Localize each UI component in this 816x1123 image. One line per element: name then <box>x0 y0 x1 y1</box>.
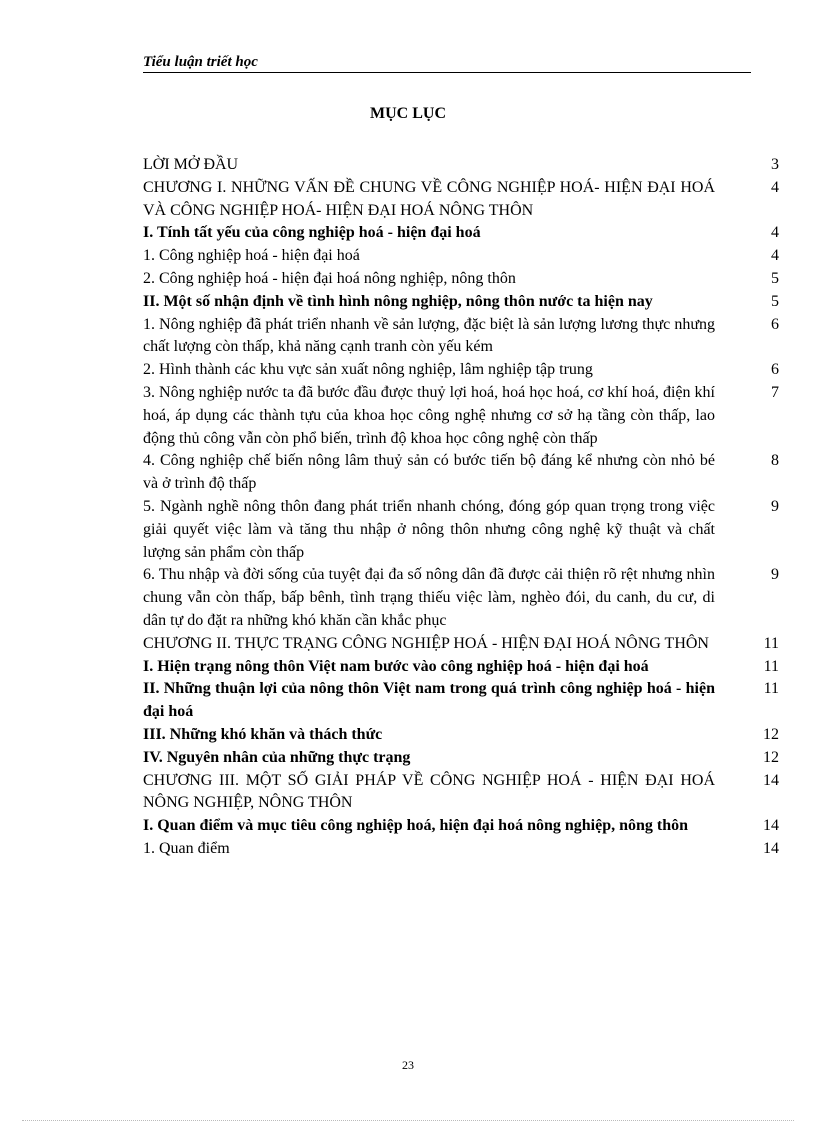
toc-entry[interactable] <box>143 770 779 816</box>
toc-entry-page: 9 <box>771 497 779 515</box>
toc-entry[interactable] <box>143 177 779 223</box>
toc-entry-page: 6 <box>771 315 779 333</box>
toc-entry-page: 5 <box>771 292 779 310</box>
toc-entry[interactable] <box>143 815 779 838</box>
toc-entry-text: 1. Quan điểm <box>143 839 230 857</box>
toc-entry-page: 5 <box>771 269 779 287</box>
toc-entry-text: CHƯƠNG I. NHỮNG VẤN ĐỀ CHUNG VỀ CÔNG NGHIỆP HOÁ- HIỆN ĐẠI HOÁ VÀ CÔNG NGHIỆP HOÁ- HIỆN ĐẠI HOÁ NÔNG THÔN <box>143 178 715 219</box>
toc-entry-text: 1. Nông nghiệp đã phát triển nhanh về sản lượng, đặc biệt là sản lượng lương thực nhưng chất lượng còn thấp, khả năng cạnh tranh còn yếu kém <box>143 315 715 356</box>
toc-entry-text: 2. Công nghiệp hoá - hiện đại hoá nông nghiệp, nông thôn <box>143 269 516 287</box>
toc-entry[interactable] <box>143 838 779 861</box>
toc-entry-page: 9 <box>771 566 779 584</box>
toc-entry-text: CHƯƠNG III. MỘT SỐ GIẢI PHÁP VỀ CÔNG NGHIỆP HOÁ - HIỆN ĐẠI HOÁ NÔNG NGHIỆP, NÔNG THÔN <box>143 771 715 812</box>
running-header <box>143 53 751 73</box>
toc-entry-page: 11 <box>763 634 779 652</box>
toc-entry-page: 6 <box>771 361 779 379</box>
toc-entry-text: CHƯƠNG II. THỰC TRẠNG CÔNG NGHIỆP HOÁ - HIỆN ĐẠI HOÁ NÔNG THÔN <box>143 634 709 652</box>
page-bottom-divider <box>22 1120 794 1121</box>
toc-entry-page: 4 <box>771 247 779 265</box>
toc-entry[interactable] <box>143 222 779 245</box>
toc-entry-page: 11 <box>763 680 779 698</box>
toc-entry-text: II. Một số nhận định về tình hình nông nghiệp, nông thôn nước ta hiện nay <box>143 292 653 310</box>
toc-entry-page: 4 <box>771 224 779 242</box>
toc-entry-text: I. Hiện trạng nông thôn Việt nam bước vào công nghiệp hoá - hiện đại hoá <box>143 657 649 675</box>
toc-entry-page: 12 <box>763 725 779 743</box>
toc-entry-text: 3. Nông nghiệp nước ta đã bước đầu được thuỷ lợi hoá, hoá học hoá, cơ khí hoá, điện khí hoá, áp dụng các thành tựu của khoa học công nghệ nhưng cơ sở hạ tầng còn thấp, lao động thủ công vẫn còn phổ biến, trình độ khoa học công nghệ còn thấp <box>143 383 715 447</box>
toc-entry-page: 3 <box>771 156 779 173</box>
toc-entry-text: IV. Nguyên nhân của những thực trạng <box>143 748 411 766</box>
toc-entry[interactable] <box>143 564 779 632</box>
toc-entry-page: 14 <box>763 817 779 835</box>
toc-entry[interactable] <box>143 724 779 747</box>
toc-entry-page: 7 <box>771 383 779 401</box>
toc-entry-text: 4. Công nghiệp chế biến nông lâm thuỷ sản có bước tiến bộ đáng kể nhưng còn nhỏ bé và ở trình độ thấp <box>143 452 715 493</box>
toc-entry[interactable] <box>143 382 779 450</box>
toc-entry[interactable] <box>143 245 779 268</box>
toc-entry[interactable] <box>143 633 779 656</box>
toc-entry-page: 12 <box>763 748 779 766</box>
toc-entry[interactable] <box>143 656 779 679</box>
toc-entry[interactable] <box>143 678 779 724</box>
toc-entry-text: I. Tính tất yếu của công nghiệp hoá - hiện đại hoá <box>143 224 481 242</box>
header-title: Tiểu luận triết học <box>143 54 258 70</box>
toc-entry-text: 6. Thu nhập và đời sống của tuyệt đại đa số nông dân đã được cải thiện rõ rệt nhưng nhìn chung vẫn còn thấp, bấp bênh, tình trạng thiếu việc làm, nghèo đói, du canh, du cư, di dân tự do đặt ra những khó khăn cần khắc phục <box>143 566 715 629</box>
toc-entry[interactable] <box>143 496 779 564</box>
toc-entry[interactable] <box>143 154 779 177</box>
toc-entry[interactable] <box>143 450 779 496</box>
toc-entry-text: I. Quan điểm và mục tiêu công nghiệp hoá, hiện đại hoá nông nghiệp, nông thôn <box>143 817 689 835</box>
toc-entry[interactable] <box>143 291 779 314</box>
toc-entry[interactable] <box>143 359 779 382</box>
page-title: MỤC LỤC <box>370 105 446 122</box>
toc-entry-text: 5. Ngành nghề nông thôn đang phát triển nhanh chóng, đóng góp quan trọng trong việc giải quyết việc làm và tăng thu nhập ở nông thôn nhưng công nghệ kỹ thuật và chất lượng sản phẩm còn thấp <box>143 497 715 561</box>
toc-entry[interactable] <box>143 314 779 360</box>
toc-entry-page: 4 <box>771 178 779 196</box>
toc-entry-page: 14 <box>763 771 779 789</box>
toc-entry-text: 1. Công nghiệp hoá - hiện đại hoá <box>143 247 360 265</box>
toc-entry-page: 8 <box>771 452 779 470</box>
toc-entry[interactable] <box>143 747 779 770</box>
table-of-contents <box>143 154 779 861</box>
toc-entry[interactable] <box>143 268 779 291</box>
toc-entry-page: 11 <box>763 657 779 675</box>
toc-entry-page: 14 <box>763 839 779 857</box>
toc-entry-text: II. Những thuận lợi của nông thôn Việt nam trong quá trình công nghiệp hoá - hiện đại hoá <box>143 680 715 721</box>
toc-entry-text: LỜI MỞ ĐẦU <box>143 156 239 173</box>
page-number: 23 <box>402 1058 414 1072</box>
toc-entry-text: III. Những khó khăn và thách thức <box>143 725 383 743</box>
toc-entry-text: 2. Hình thành các khu vực sản xuất nông nghiệp, lâm nghiệp tập trung <box>143 361 593 379</box>
